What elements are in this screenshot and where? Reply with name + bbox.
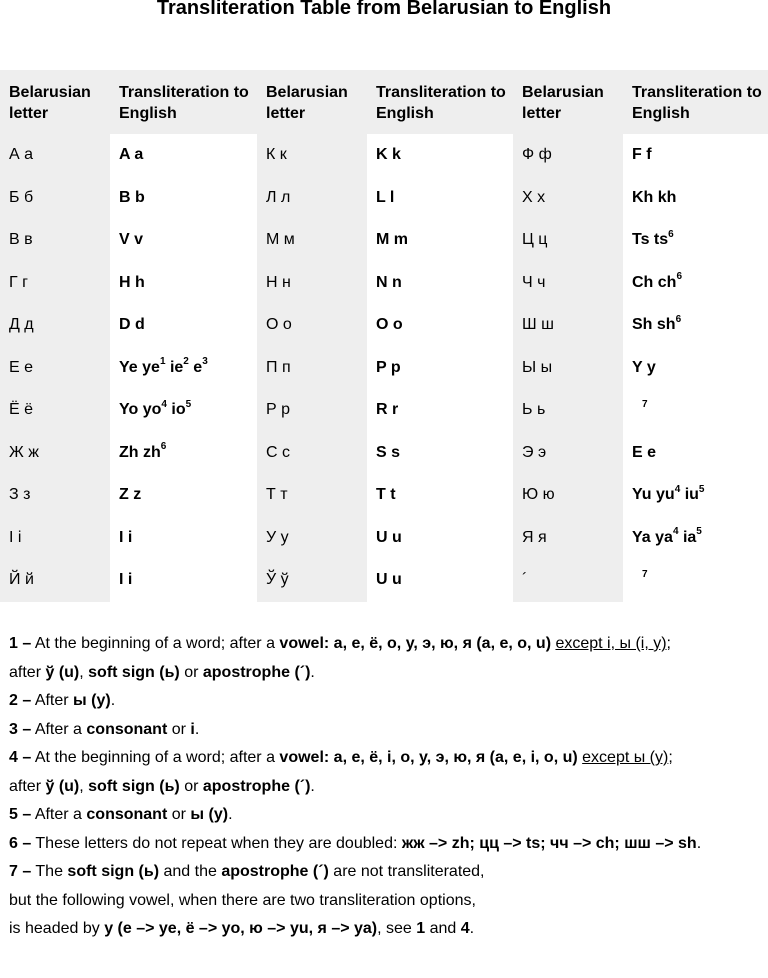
transliteration-text: U u bbox=[376, 528, 402, 546]
transliteration-cell bbox=[367, 432, 513, 475]
footnote-ref: 4 bbox=[674, 483, 681, 495]
transliteration-cell bbox=[110, 304, 257, 347]
transliteration-text: S s bbox=[376, 443, 401, 461]
note-text: , see bbox=[377, 920, 417, 937]
note-text: 4 – bbox=[9, 749, 32, 766]
belarusian-letter-cell: А а bbox=[0, 134, 110, 177]
note-text: The bbox=[31, 863, 68, 880]
belarusian-letter-cell: Ю ю bbox=[513, 474, 623, 517]
footnote-ref: 7 bbox=[642, 398, 648, 410]
footnote-ref: 6 bbox=[675, 313, 682, 325]
note-7-line-3 bbox=[9, 915, 759, 944]
note-text: і bbox=[190, 720, 195, 738]
belarusian-letter-cell: З з bbox=[0, 474, 110, 517]
note-text: apostrophe (´) bbox=[202, 663, 311, 681]
note-3 bbox=[9, 716, 759, 745]
transliteration-text: e bbox=[188, 358, 203, 376]
table-row bbox=[0, 474, 768, 517]
note-text: 2 – bbox=[9, 692, 32, 709]
note-1-line-2 bbox=[9, 659, 759, 688]
note-text: жж –> zh; цц –> ts; чч –> ch; шш –> sh bbox=[401, 834, 697, 852]
note-text: and bbox=[425, 920, 461, 937]
note-text: . bbox=[310, 663, 315, 681]
belarusian-letter-cell: Б б bbox=[0, 177, 110, 220]
note-text: . bbox=[110, 692, 116, 709]
transliteration-cell bbox=[367, 177, 513, 220]
note-text: 3 – bbox=[9, 720, 32, 738]
footnote-ref: 6 bbox=[676, 271, 683, 283]
transliteration-text: A a bbox=[119, 146, 144, 164]
belarusian-letter-cell: С с bbox=[257, 432, 367, 475]
table-row bbox=[0, 219, 768, 262]
transliteration-cell bbox=[623, 389, 768, 432]
note-text: After a bbox=[31, 720, 87, 738]
footnote-ref: 5 bbox=[696, 526, 702, 538]
note-6 bbox=[9, 830, 759, 859]
note-text: vowel: bbox=[279, 635, 330, 652]
transliteration-cell bbox=[110, 432, 257, 475]
belarusian-letter-cell: Д д bbox=[0, 304, 110, 347]
footnote-ref: 1 bbox=[159, 356, 166, 368]
table-row bbox=[0, 389, 768, 432]
note-text: After a bbox=[31, 806, 87, 823]
table-row bbox=[0, 262, 768, 305]
transliteration-cell bbox=[367, 262, 513, 305]
belarusian-letter-cell: Т т bbox=[257, 474, 367, 517]
note-text: At the beginning of a word; after a bbox=[31, 635, 280, 652]
belarusian-letter-cell: Ж ж bbox=[0, 432, 110, 475]
transliteration-text: K k bbox=[376, 146, 401, 164]
note-text: is headed by bbox=[9, 920, 105, 937]
note-text: ў (u) bbox=[45, 663, 80, 681]
note-4-line-2 bbox=[9, 773, 759, 802]
belarusian-letter-cell: Ч ч bbox=[513, 262, 623, 305]
transliteration-table bbox=[0, 70, 768, 602]
table-row bbox=[0, 517, 768, 560]
transliteration-cell bbox=[110, 517, 257, 560]
note-text: . bbox=[696, 834, 702, 852]
transliteration-cell bbox=[623, 262, 768, 305]
footnote-ref: 6 bbox=[160, 441, 167, 453]
transliteration-cell bbox=[110, 347, 257, 390]
belarusian-letter-cell: Й й bbox=[0, 559, 110, 602]
transliteration-text: D d bbox=[119, 316, 145, 334]
footnotes bbox=[9, 630, 759, 944]
belarusian-letter-cell: Ц ц bbox=[513, 219, 623, 262]
transliteration-text: Kh kh bbox=[632, 188, 677, 206]
transliteration-cell bbox=[367, 559, 513, 602]
transliteration-cell bbox=[367, 347, 513, 390]
note-text: or bbox=[167, 806, 191, 823]
footnote-ref: 5 bbox=[185, 398, 192, 410]
note-text: а, е, ё, о, у, э, ю, я (a, e, o, u) bbox=[329, 635, 552, 652]
header-transliteration: Transliteration to English bbox=[623, 70, 768, 134]
belarusian-letter-cell: Ф ф bbox=[513, 134, 623, 177]
transliteration-cell bbox=[110, 474, 257, 517]
note-text: ; bbox=[668, 749, 673, 766]
note-text: or bbox=[179, 777, 203, 795]
note-text: y (е –> ye, ё –> yo, ю –> yu, я –> ya) bbox=[104, 920, 378, 937]
note-text: . bbox=[228, 806, 233, 823]
note-text: consonant bbox=[86, 806, 168, 823]
transliteration-cell bbox=[623, 219, 768, 262]
footnote-ref: 3 bbox=[202, 356, 208, 368]
transliteration-cell bbox=[623, 304, 768, 347]
note-text: 1 – bbox=[9, 635, 32, 652]
belarusian-letter-cell: І і bbox=[0, 517, 110, 560]
footnote-ref: 5 bbox=[698, 483, 705, 495]
transliteration-text: Ts ts bbox=[632, 231, 669, 249]
note-7-line-1 bbox=[9, 858, 759, 887]
note-7-line-2 bbox=[9, 887, 759, 916]
table-row bbox=[0, 347, 768, 390]
transliteration-text: V v bbox=[119, 231, 144, 249]
note-text: . bbox=[469, 920, 475, 937]
note-text: but the following vowel, when there are two transliteration options, bbox=[9, 891, 476, 909]
belarusian-letter-cell: Х х bbox=[513, 177, 623, 220]
note-text: soft sign (ь) bbox=[88, 663, 180, 681]
note-text: 1 bbox=[416, 920, 426, 937]
note-text: . bbox=[194, 720, 200, 738]
note-text: except і, ы (i, y) bbox=[555, 635, 667, 652]
transliteration-text: io bbox=[166, 401, 186, 419]
transliteration-text: ia bbox=[678, 528, 697, 546]
footnote-ref: 2 bbox=[183, 356, 189, 368]
header-transliteration: Transliteration to English bbox=[110, 70, 257, 134]
belarusian-letter-cell: Ы ы bbox=[513, 347, 623, 390]
belarusian-letter-cell: Н н bbox=[257, 262, 367, 305]
transliteration-text: T t bbox=[376, 486, 396, 504]
transliteration-text: L l bbox=[376, 188, 395, 206]
note-text: These letters do not repeat when they are doubled: bbox=[31, 834, 402, 852]
header-belarusian-letter: Belarusian letter bbox=[257, 70, 367, 134]
belarusian-letter-cell: У у bbox=[257, 517, 367, 560]
note-text: ы (y) bbox=[190, 806, 229, 823]
note-text: 5 – bbox=[9, 806, 32, 823]
note-1-line-1 bbox=[9, 630, 759, 659]
transliteration-cell bbox=[110, 219, 257, 262]
transliteration-text: F f bbox=[632, 146, 652, 164]
belarusian-letter-cell: Л л bbox=[257, 177, 367, 220]
note-5 bbox=[9, 801, 759, 830]
transliteration-cell bbox=[110, 389, 257, 432]
note-text: а, е, ё, і, о, у, э, ю, я (a, e, i, o, u) bbox=[329, 749, 578, 766]
transliteration-text: H h bbox=[119, 273, 145, 291]
footnote-ref: 4 bbox=[161, 398, 167, 410]
transliteration-text: Y y bbox=[632, 358, 656, 376]
transliteration-cell bbox=[367, 517, 513, 560]
belarusian-letter-cell: Г г bbox=[0, 262, 110, 305]
transliteration-cell bbox=[367, 134, 513, 177]
note-text: 6 – bbox=[9, 834, 32, 852]
transliteration-cell bbox=[623, 517, 768, 560]
transliteration-text: U u bbox=[376, 571, 402, 589]
belarusian-letter-cell: ´ bbox=[513, 559, 623, 602]
note-2 bbox=[9, 687, 759, 716]
transliteration-text: B b bbox=[119, 188, 145, 206]
table-header bbox=[0, 70, 768, 134]
transliteration-cell bbox=[367, 219, 513, 262]
header-belarusian-letter: Belarusian letter bbox=[0, 70, 110, 134]
note-text: ы (y) bbox=[73, 692, 111, 709]
belarusian-letter-cell: Ш ш bbox=[513, 304, 623, 347]
transliteration-text: P p bbox=[376, 358, 401, 376]
note-text: . bbox=[310, 777, 315, 795]
transliteration-cell bbox=[110, 559, 257, 602]
note-text: , bbox=[79, 777, 89, 795]
note-text: soft sign (ь) bbox=[67, 863, 160, 880]
note-text: or bbox=[179, 663, 203, 681]
note-text: apostrophe (´) bbox=[202, 777, 311, 795]
page-title: Transliteration Table from Belarusian to English bbox=[156, 0, 612, 19]
table-row bbox=[0, 432, 768, 475]
transliteration-text: O o bbox=[376, 316, 403, 334]
transliteration-text: M m bbox=[376, 231, 408, 249]
transliteration-text: Ya ya bbox=[632, 528, 673, 546]
transliteration-text: Yu yu bbox=[632, 486, 675, 504]
transliteration-text: R r bbox=[376, 401, 399, 419]
note-text: vowel: bbox=[279, 749, 330, 766]
header-belarusian-letter: Belarusian letter bbox=[513, 70, 623, 134]
transliteration-text: N n bbox=[376, 273, 402, 291]
transliteration-text: Z z bbox=[119, 486, 142, 504]
table-row bbox=[0, 559, 768, 602]
transliteration-cell bbox=[623, 134, 768, 177]
transliteration-text: ie bbox=[165, 358, 184, 376]
transliteration-cell bbox=[367, 304, 513, 347]
note-text: 4 bbox=[460, 920, 470, 937]
belarusian-letter-cell: К к bbox=[257, 134, 367, 177]
belarusian-letter-cell: М м bbox=[257, 219, 367, 262]
note-text: after bbox=[9, 663, 46, 681]
belarusian-letter-cell: В в bbox=[0, 219, 110, 262]
header-row bbox=[0, 70, 768, 134]
footnote-ref: 4 bbox=[672, 526, 679, 538]
header-transliteration: Transliteration to English bbox=[367, 70, 513, 134]
belarusian-letter-cell: Ў ў bbox=[257, 559, 367, 602]
note-text: consonant bbox=[86, 720, 168, 738]
note-text: after bbox=[9, 777, 46, 795]
transliteration-cell bbox=[367, 474, 513, 517]
note-text: ў (u) bbox=[45, 777, 80, 795]
transliteration-text: Ch ch bbox=[632, 273, 677, 291]
note-4-line-1 bbox=[9, 744, 759, 773]
footnote-ref: 6 bbox=[668, 228, 674, 240]
table-row bbox=[0, 177, 768, 220]
note-text: are not transliterated, bbox=[328, 863, 485, 880]
transliteration-text: Ye ye bbox=[119, 358, 160, 376]
belarusian-letter-cell: Е е bbox=[0, 347, 110, 390]
transliteration-text: E e bbox=[632, 443, 657, 461]
transliteration-cell bbox=[623, 177, 768, 220]
note-text: , bbox=[79, 663, 89, 681]
footnote-ref: 7 bbox=[642, 568, 648, 580]
transliteration-cell bbox=[110, 134, 257, 177]
belarusian-letter-cell: Я я bbox=[513, 517, 623, 560]
transliteration-cell bbox=[110, 262, 257, 305]
transliteration-text: Sh sh bbox=[632, 316, 676, 334]
transliteration-text: I i bbox=[119, 528, 133, 546]
note-text: except ы (y) bbox=[582, 749, 669, 766]
table-body bbox=[0, 134, 768, 602]
transliteration-cell bbox=[623, 559, 768, 602]
note-text: After bbox=[31, 692, 74, 709]
note-text: soft sign (ь) bbox=[88, 777, 180, 795]
belarusian-letter-cell: Ь ь bbox=[513, 389, 623, 432]
belarusian-letter-cell: О о bbox=[257, 304, 367, 347]
table-row bbox=[0, 304, 768, 347]
note-text: 7 – bbox=[9, 863, 32, 880]
note-text: ; bbox=[666, 635, 671, 652]
belarusian-letter-cell: Э э bbox=[513, 432, 623, 475]
transliteration-text: I i bbox=[119, 571, 133, 589]
transliteration-text: Zh zh bbox=[119, 443, 161, 461]
transliteration-text: Yo yo bbox=[119, 401, 162, 419]
transliteration-cell bbox=[623, 432, 768, 475]
transliteration-text: iu bbox=[680, 486, 699, 504]
transliteration-cell bbox=[623, 347, 768, 390]
belarusian-letter-cell: П п bbox=[257, 347, 367, 390]
transliteration-cell bbox=[367, 389, 513, 432]
belarusian-letter-cell: Ё ё bbox=[0, 389, 110, 432]
note-text: and the bbox=[159, 863, 222, 880]
transliteration-cell bbox=[623, 474, 768, 517]
transliteration-cell bbox=[110, 177, 257, 220]
note-text: apostrophe (´) bbox=[221, 863, 329, 880]
belarusian-letter-cell: Р р bbox=[257, 389, 367, 432]
note-text: At the beginning of a word; after a bbox=[31, 749, 280, 766]
table-row bbox=[0, 134, 768, 177]
note-text: or bbox=[167, 720, 191, 738]
